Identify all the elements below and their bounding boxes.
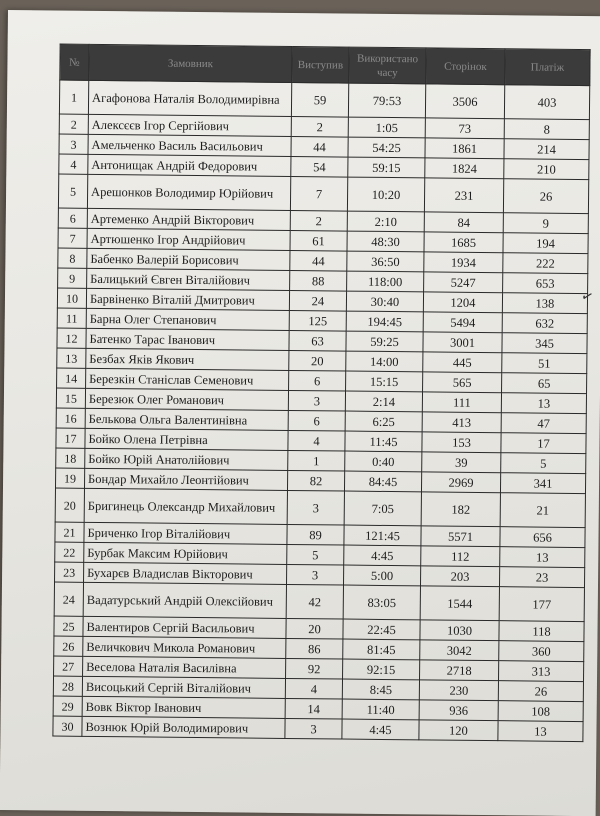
wins-count: 3 bbox=[287, 490, 344, 525]
pages-count: 5247 bbox=[424, 272, 503, 293]
row-number: 2 bbox=[59, 114, 88, 134]
pages-count: 3506 bbox=[425, 84, 504, 119]
row-number: 13 bbox=[57, 348, 86, 368]
pages-count: 2718 bbox=[420, 660, 499, 681]
deputy-name: Бриченко Ігор Віталійович bbox=[84, 522, 287, 544]
row-number: 15 bbox=[56, 388, 85, 408]
row-number: 25 bbox=[54, 616, 83, 636]
row-number: 29 bbox=[53, 696, 82, 716]
row-number: 17 bbox=[56, 428, 85, 448]
time-used: 11:45 bbox=[345, 431, 422, 452]
time-used: 7:05 bbox=[344, 491, 421, 526]
wins-count: 2 bbox=[291, 116, 348, 137]
pages-count: 39 bbox=[422, 452, 501, 473]
payment-amount: 360 bbox=[499, 641, 584, 662]
time-used: 121:45 bbox=[344, 525, 421, 546]
payment-amount: 23 bbox=[499, 567, 584, 588]
row-number: 26 bbox=[54, 636, 83, 656]
wins-count: 125 bbox=[289, 310, 346, 331]
table-row bbox=[53, 716, 583, 742]
pages-count: 112 bbox=[421, 546, 500, 567]
time-used: 54:25 bbox=[348, 137, 425, 158]
wins-count: 44 bbox=[290, 250, 347, 271]
row-number: 18 bbox=[56, 448, 85, 468]
header-pages: Сторінок bbox=[426, 48, 505, 85]
time-used: 4:45 bbox=[344, 545, 421, 566]
payment-amount: 8 bbox=[504, 119, 589, 140]
time-used: 81:45 bbox=[343, 639, 420, 660]
wins-count: 5 bbox=[287, 544, 344, 565]
payment-amount: 222 bbox=[503, 253, 588, 274]
pages-count: 111 bbox=[422, 392, 501, 413]
wins-count: 3 bbox=[285, 718, 342, 739]
pages-count: 1685 bbox=[424, 232, 503, 253]
payment-amount: 138 bbox=[502, 293, 587, 314]
time-used: 2:10 bbox=[347, 211, 424, 232]
wins-count: 3 bbox=[286, 564, 343, 585]
time-used: 2:14 bbox=[345, 391, 422, 412]
row-number: 14 bbox=[57, 368, 86, 388]
deputy-name: Агафонова Наталія Володимирівна bbox=[88, 80, 291, 116]
wins-count: 88 bbox=[290, 270, 347, 291]
pen-tick-mark: ✓ bbox=[579, 288, 596, 307]
row-number: 4 bbox=[59, 154, 88, 174]
pages-count: 153 bbox=[422, 432, 501, 453]
payment-amount: 656 bbox=[500, 527, 585, 548]
time-used: 30:40 bbox=[346, 291, 423, 312]
time-used: 6:25 bbox=[345, 411, 422, 432]
deputy-name: Артюшенко Ігор Андрійович bbox=[87, 228, 290, 250]
payment-amount: 210 bbox=[504, 159, 589, 180]
deputy-name: Вадатурський Андрій Олексійович bbox=[83, 582, 286, 618]
wins-count: 44 bbox=[291, 136, 348, 157]
payment-amount: 194 bbox=[503, 233, 588, 254]
row-number: 6 bbox=[58, 208, 87, 228]
wins-count: 14 bbox=[285, 698, 342, 719]
deputies-table bbox=[52, 44, 590, 743]
deputy-name: Бабенко Валерій Борисович bbox=[87, 248, 290, 270]
time-used: 118:00 bbox=[347, 271, 424, 292]
header-wins: Виступив bbox=[292, 46, 349, 83]
pages-count: 203 bbox=[420, 566, 499, 587]
time-used: 8:45 bbox=[342, 679, 419, 700]
pages-count: 231 bbox=[424, 178, 503, 213]
pages-count: 84 bbox=[424, 212, 503, 233]
payment-amount: 341 bbox=[500, 473, 585, 494]
payment-amount: 21 bbox=[500, 493, 585, 528]
wins-count: 7 bbox=[290, 176, 347, 211]
time-used: 5:00 bbox=[343, 565, 420, 586]
row-number: 27 bbox=[54, 656, 83, 676]
row-number: 28 bbox=[53, 676, 82, 696]
pages-count: 1204 bbox=[423, 292, 502, 313]
deputy-name: Березкін Станіслав Семенович bbox=[86, 368, 289, 390]
wins-count: 82 bbox=[287, 470, 344, 491]
payment-amount: 313 bbox=[499, 661, 584, 682]
payment-amount: 26 bbox=[503, 179, 588, 214]
row-number: 23 bbox=[55, 562, 84, 582]
paper-sheet bbox=[0, 10, 600, 816]
payment-amount: 108 bbox=[498, 701, 583, 722]
wins-count: 3 bbox=[288, 390, 345, 411]
pages-count: 1544 bbox=[420, 586, 499, 621]
deputy-name: Безбах Яків Якович bbox=[86, 348, 289, 370]
pages-count: 5571 bbox=[421, 526, 500, 547]
pages-count: 1934 bbox=[424, 252, 503, 273]
deputy-name: Бойко Юрій Анатолійович bbox=[85, 448, 288, 470]
table-row bbox=[58, 174, 588, 214]
pages-count: 3042 bbox=[420, 640, 499, 661]
time-used: 83:05 bbox=[343, 585, 420, 620]
wins-count: 24 bbox=[289, 290, 346, 311]
table-header-row bbox=[60, 44, 590, 86]
deputy-name: Артеменко Андрій Вікторович bbox=[87, 208, 290, 230]
time-used: 4:45 bbox=[342, 719, 419, 740]
payment-amount: 51 bbox=[502, 353, 587, 374]
wins-count: 20 bbox=[289, 350, 346, 371]
wins-count: 1 bbox=[288, 450, 345, 471]
deputy-name: Алексєєв Ігор Сергійович bbox=[88, 114, 291, 136]
row-number: 8 bbox=[58, 248, 87, 268]
header-num: № bbox=[60, 44, 89, 80]
wins-count: 92 bbox=[286, 658, 343, 679]
pages-count: 230 bbox=[419, 680, 498, 701]
header-paid: Платіж bbox=[505, 49, 590, 86]
table-row bbox=[59, 80, 589, 120]
payment-amount: 17 bbox=[501, 433, 586, 454]
table-row bbox=[55, 488, 585, 528]
time-used: 84:45 bbox=[344, 471, 421, 492]
wins-count: 4 bbox=[288, 430, 345, 451]
row-number: 9 bbox=[58, 268, 87, 288]
pages-count: 120 bbox=[419, 720, 498, 741]
deputy-name: Батенко Тарас Іванович bbox=[86, 328, 289, 350]
pages-count: 5494 bbox=[423, 312, 502, 333]
time-used: 0:40 bbox=[345, 451, 422, 472]
deputy-name: Барвіненко Віталій Дмитрович bbox=[86, 288, 289, 310]
time-used: 1:05 bbox=[348, 117, 425, 138]
deputy-name: Вовк Віктор Іванович bbox=[82, 696, 285, 718]
wins-count: 54 bbox=[291, 156, 348, 177]
time-used: 11:40 bbox=[342, 699, 419, 720]
table-body bbox=[53, 80, 590, 742]
pages-count: 936 bbox=[419, 700, 498, 721]
wins-count: 20 bbox=[286, 618, 343, 639]
time-used: 48:30 bbox=[347, 231, 424, 252]
deputy-name: Бурбак Максим Юрійович bbox=[84, 542, 287, 564]
wins-count: 86 bbox=[286, 638, 343, 659]
wins-count: 89 bbox=[287, 524, 344, 545]
wins-count: 42 bbox=[286, 584, 343, 619]
deputy-name: Березюк Олег Романович bbox=[85, 388, 288, 410]
deputy-name: Веселова Наталія Василівна bbox=[83, 656, 286, 678]
time-used: 10:20 bbox=[347, 177, 424, 212]
row-number: 3 bbox=[59, 134, 88, 154]
time-used: 22:45 bbox=[343, 619, 420, 640]
deputy-name: Антонищак Андрій Федорович bbox=[88, 154, 291, 176]
time-used: 59:15 bbox=[348, 157, 425, 178]
row-number: 19 bbox=[55, 468, 84, 488]
time-used: 15:15 bbox=[346, 371, 423, 392]
pages-count: 73 bbox=[425, 118, 504, 139]
deputy-name: Величкович Микола Романович bbox=[83, 636, 286, 658]
row-number: 16 bbox=[56, 408, 85, 428]
table-row bbox=[54, 582, 584, 622]
payment-amount: 26 bbox=[498, 681, 583, 702]
deputy-name: Балицький Євген Віталійович bbox=[87, 268, 290, 290]
row-number: 30 bbox=[53, 716, 82, 736]
pages-count: 413 bbox=[422, 412, 501, 433]
wins-count: 6 bbox=[288, 410, 345, 431]
deputy-name: Валентиров Сергій Васильович bbox=[83, 616, 286, 638]
row-number: 21 bbox=[55, 522, 84, 542]
time-used: 194:45 bbox=[346, 311, 423, 332]
pages-count: 182 bbox=[421, 492, 500, 527]
row-number: 12 bbox=[57, 328, 86, 348]
row-number: 24 bbox=[54, 582, 83, 616]
payment-amount: 118 bbox=[499, 621, 584, 642]
deputy-name: Висоцький Сергій Віталійович bbox=[82, 676, 285, 698]
time-used: 14:00 bbox=[346, 351, 423, 372]
wins-count: 59 bbox=[291, 82, 348, 117]
pages-count: 1861 bbox=[425, 138, 504, 159]
pages-count: 1824 bbox=[425, 158, 504, 179]
wins-count: 4 bbox=[285, 678, 342, 699]
payment-amount: 5 bbox=[501, 453, 586, 474]
deputy-name: Белькова Ольга Валентинівна bbox=[85, 408, 288, 430]
row-number: 11 bbox=[57, 308, 86, 328]
deputy-name: Бондар Михайло Леонтійович bbox=[84, 468, 287, 490]
time-used: 59:25 bbox=[346, 331, 423, 352]
pages-count: 2969 bbox=[421, 472, 500, 493]
pages-count: 445 bbox=[423, 352, 502, 373]
payment-amount: 632 bbox=[502, 313, 587, 334]
deputy-name: Бухарєв Владислав Вікторович bbox=[84, 562, 287, 584]
row-number: 7 bbox=[58, 228, 87, 248]
payment-amount: 65 bbox=[502, 373, 587, 394]
payment-amount: 9 bbox=[503, 213, 588, 234]
wins-count: 6 bbox=[289, 370, 346, 391]
deputy-name: Барна Олег Степанович bbox=[86, 308, 289, 330]
payment-amount: 403 bbox=[504, 85, 589, 120]
row-number: 5 bbox=[58, 174, 87, 208]
deputy-name: Амельченко Василь Васильович bbox=[88, 134, 291, 156]
payment-amount: 177 bbox=[499, 587, 584, 622]
payment-amount: 13 bbox=[501, 393, 586, 414]
payment-amount: 47 bbox=[501, 413, 586, 434]
pages-count: 3001 bbox=[423, 332, 502, 353]
deputy-name: Арешонков Володимир Юрійович bbox=[87, 174, 290, 210]
payment-amount: 13 bbox=[498, 721, 583, 742]
wins-count: 63 bbox=[289, 330, 346, 351]
row-number: 1 bbox=[59, 80, 88, 114]
payment-amount: 214 bbox=[504, 139, 589, 160]
pages-count: 1030 bbox=[420, 620, 499, 641]
payment-amount: 653 bbox=[503, 273, 588, 294]
header-name: Замовник bbox=[89, 44, 292, 82]
wins-count: 61 bbox=[290, 230, 347, 251]
deputy-name: Бригинець Олександр Михайлович bbox=[84, 488, 287, 524]
wins-count: 2 bbox=[290, 210, 347, 231]
row-number: 22 bbox=[55, 542, 84, 562]
pages-count: 565 bbox=[423, 372, 502, 393]
row-number: 10 bbox=[57, 288, 86, 308]
deputy-name: Вознюк Юрій Володимирович bbox=[82, 716, 285, 738]
time-used: 36:50 bbox=[347, 251, 424, 272]
time-used: 79:53 bbox=[348, 83, 425, 118]
payment-amount: 345 bbox=[502, 333, 587, 354]
deputy-name: Бойко Олена Петрівна bbox=[85, 428, 288, 450]
payment-amount: 13 bbox=[500, 547, 585, 568]
row-number: 20 bbox=[55, 488, 84, 522]
header-time: Використано часу bbox=[349, 47, 426, 84]
time-used: 92:15 bbox=[343, 659, 420, 680]
